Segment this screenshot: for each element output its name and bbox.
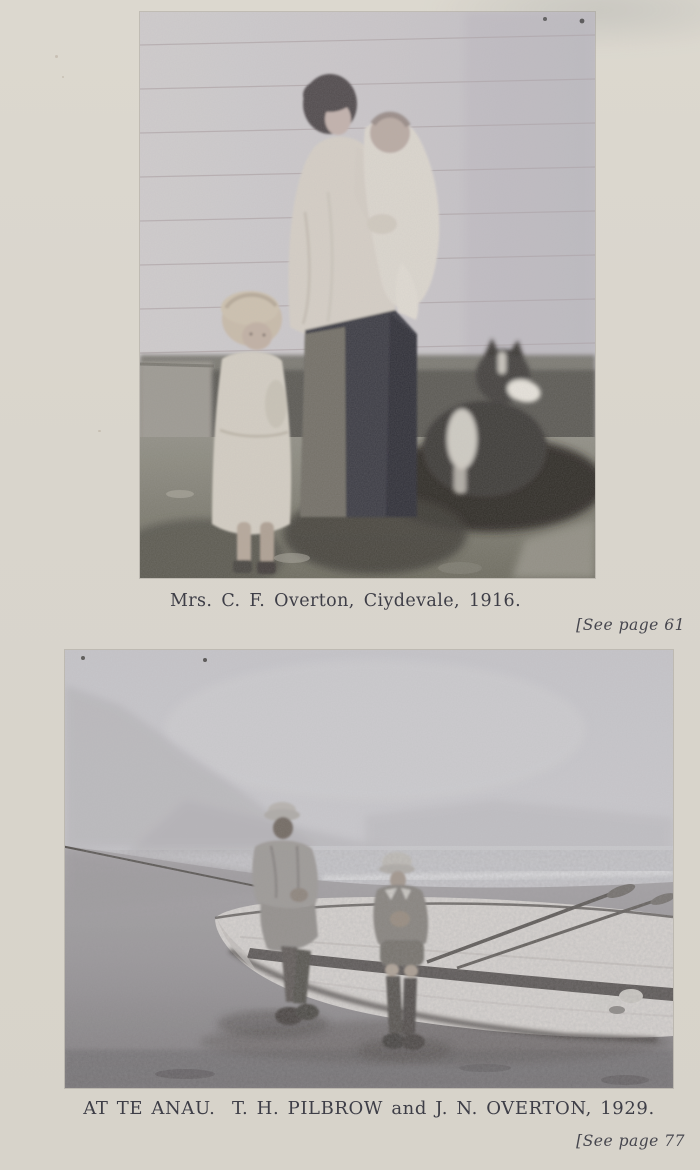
photo-overton-1916-art [140, 12, 595, 578]
foxing-spot [98, 430, 101, 432]
foxing-spot [55, 55, 58, 58]
photo-te-anau-1929 [65, 650, 673, 1088]
caption-bottom: AT TE ANAU. T. H. PILBROW and J. N. OVERTON, 1929. [83, 1098, 655, 1119]
photo-te-anau-1929-art [65, 650, 673, 1088]
photo-overton-1916 [140, 12, 595, 578]
page-reference-bottom: [See page 77 [576, 1132, 685, 1150]
page-reference-top: [See page 61 [576, 616, 685, 634]
caption-top: Mrs. C. F. Overton, Ciydevale, 1916. [169, 591, 522, 611]
foxing-spot [62, 76, 64, 78]
